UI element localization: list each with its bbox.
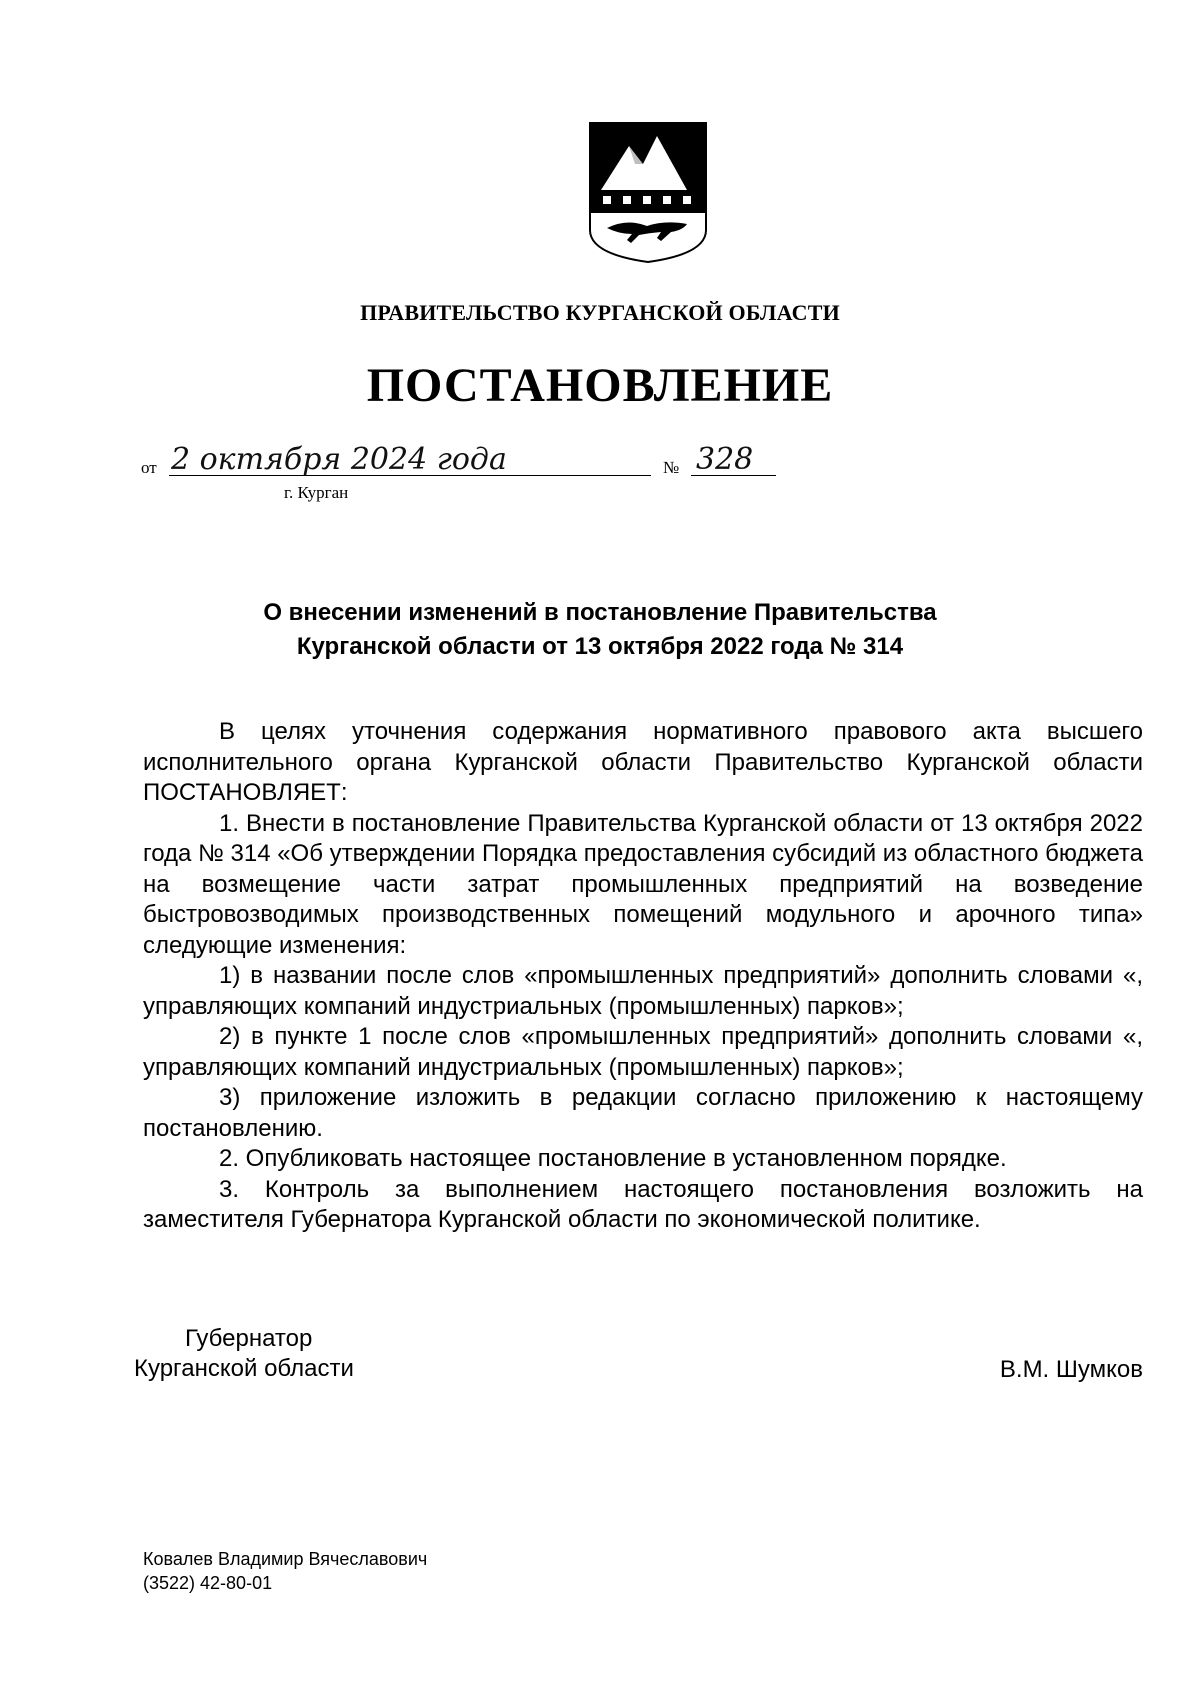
subject-line-2: Курганской области от 13 октября 2022 года № 314: [296, 633, 904, 660]
number-underline: [691, 475, 776, 476]
dateline: [141, 442, 754, 506]
signatory-name: В.М. Шумков: [999, 1356, 1143, 1383]
document-body: [143, 717, 1143, 1236]
handwritten-date: 2 октября 2024 года: [171, 442, 507, 477]
item-1-2: 2) в пункте 1 после слов «промышленных предприятий» дополнить словами «, управляющих компаний индустриальных (промышленных) парков»;: [143, 1023, 1143, 1081]
signatory-position-line-1: Губернатор: [185, 1325, 313, 1352]
item-2: 2. Опубликовать настоящее постановление в установленном порядке.: [219, 1145, 1007, 1172]
city-label: г. Курган: [284, 483, 349, 502]
number-label: №: [663, 458, 680, 477]
item-1: 1. Внести в постановление Правительства Курганской области от 13 октября 2022 года № 314 «Об утверждении Порядка предоставления субсидий из областного бюджета на возмещение части затрат промышленных предприятий на возведение быстровозводимых производственных помещений модульного и арочного типа» следующие изменения:: [143, 809, 1143, 959]
date-from-label: от: [141, 458, 157, 477]
subject-line-1: О внесении изменений в постановление Правительства: [263, 599, 937, 626]
signatory-position-line-2: Курганской области: [134, 1355, 354, 1382]
organization-name: ПРАВИТЕЛЬСТВО КУРГАНСКОЙ ОБЛАСТИ: [360, 300, 840, 325]
coat-of-arms-icon: [587, 120, 709, 264]
handwritten-number: 328: [696, 442, 754, 477]
date-underline: [169, 475, 651, 476]
executor-phone: (3522) 42-80-01: [143, 1573, 273, 1593]
document-type-title: ПОСТАНОВЛЕНИЕ: [366, 359, 834, 412]
executor-name: Ковалев Владимир Вячеславович: [143, 1549, 428, 1569]
item-1-1: 1) в названии после слов «промышленных предприятий» дополнить словами «, управляющих компаний индустриальных (промышленных) парков»;: [143, 962, 1143, 1020]
intro-paragraph: В целях уточнения содержания нормативного правового акта высшего исполнительного органа Курганской области Правительство Курганской области ПОСТАНОВЛЯЕТ:: [143, 718, 1143, 806]
item-3: 3. Контроль за выполнением настоящего постановления возложить на заместителя Губернатора Курганской области по экономической политике.: [143, 1175, 1143, 1233]
signatory-position: [134, 1324, 354, 1384]
item-1-3: 3) приложение изложить в редакции согласно приложению к настоящему постановлению.: [143, 1084, 1143, 1142]
document-subject: [0, 596, 1200, 664]
executor-info: [143, 1547, 427, 1595]
